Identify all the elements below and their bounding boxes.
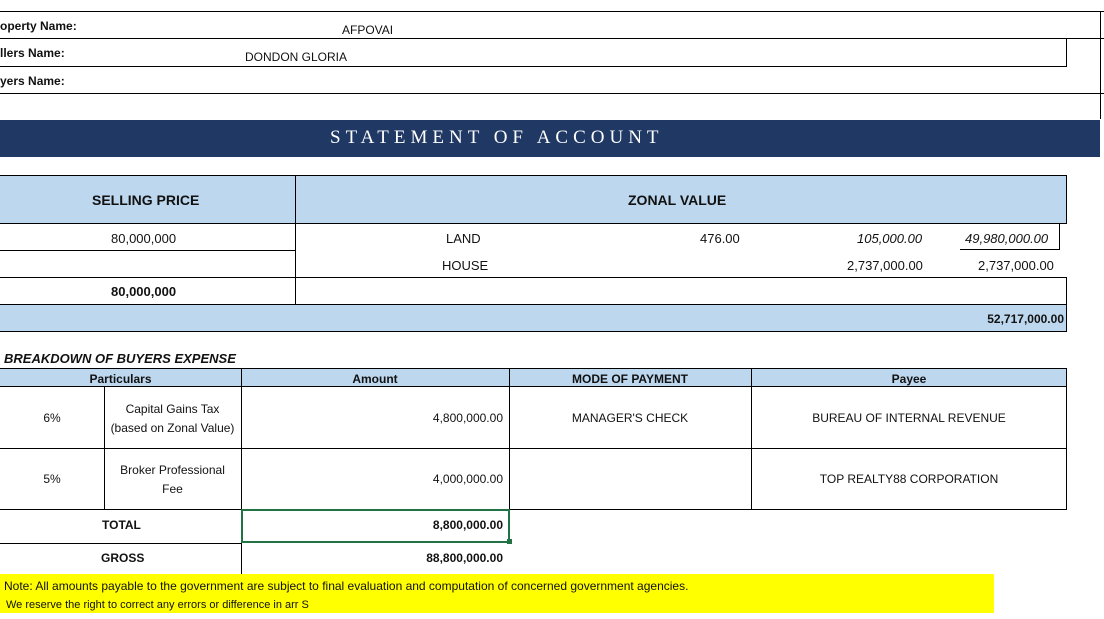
house-amount[interactable]: 2,737,000.00	[978, 258, 1054, 273]
sellers-name-box	[0, 38, 1067, 67]
sellers-name-label: llers Name:	[0, 46, 65, 60]
total-value[interactable]: 8,800,000.00	[432, 518, 503, 532]
land-label: LAND	[446, 231, 481, 246]
sellers-name-value[interactable]: DONDON GLORIA	[245, 50, 348, 64]
payee-header: Payee	[891, 372, 927, 386]
table-right-border	[1066, 277, 1067, 304]
statement-title: STATEMENT OF ACCOUNT	[330, 127, 664, 148]
property-name-label: operty Name:	[0, 19, 77, 33]
selling-price-total[interactable]: 80,000,000	[111, 284, 177, 299]
header-divider	[0, 11, 1104, 12]
row-line	[0, 93, 1104, 94]
row-line	[0, 448, 1067, 449]
row-line	[0, 543, 241, 544]
selling-price-header: SELLING PRICE	[92, 192, 200, 208]
mode-of-payment-header: MODE OF PAYMENT	[571, 372, 688, 386]
expense-particular-line2[interactable]: Fee	[162, 482, 183, 496]
expense-particular-line1[interactable]: Broker Professional	[120, 463, 225, 477]
expense-amount[interactable]: 4,000,000.00	[432, 472, 503, 486]
column-divider	[241, 368, 242, 574]
selling-price-value[interactable]: 80,000,000	[111, 231, 177, 246]
expense-amount[interactable]: 4,800,000.00	[432, 411, 503, 425]
gross-value[interactable]: 88,800,000.00	[426, 551, 503, 565]
row-line	[0, 250, 295, 251]
expense-payee[interactable]: TOP REALTY88 CORPORATION	[819, 472, 999, 486]
column-divider	[751, 368, 752, 509]
expense-mode[interactable]: MANAGER'S CHECK	[571, 411, 689, 425]
fill-handle[interactable]	[507, 539, 512, 544]
expense-rate[interactable]: 5%	[43, 472, 61, 486]
buyers-name-label: yers Name:	[0, 74, 65, 88]
zonal-value-header: ZONAL VALUE	[628, 192, 727, 208]
note-line-1: Note: All amounts payable to the government are subject to final evaluation and computation of concerned government agencies.	[4, 579, 689, 593]
house-label: HOUSE	[442, 258, 489, 273]
zonal-total-row	[0, 304, 1067, 332]
expense-payee[interactable]: BUREAU OF INTERNAL REVENUE	[812, 411, 1006, 425]
particulars-header: Particulars	[89, 372, 152, 386]
expense-particular-line2[interactable]: (based on Zonal Value)	[110, 421, 235, 435]
expense-particular-line1[interactable]: Capital Gains Tax	[125, 402, 220, 416]
column-divider	[1066, 368, 1067, 509]
row-line	[0, 277, 1067, 278]
property-name-value[interactable]: AFPOVAI	[342, 23, 394, 37]
zonal-value-total[interactable]: 52,717,000.00	[987, 312, 1064, 326]
land-area[interactable]: 476.00	[700, 231, 740, 246]
house-rate[interactable]: 2,737,000.00	[847, 258, 923, 273]
note-line-2: We reserve the right to correct any errors or difference in arr S	[6, 599, 309, 611]
gross-label: GROSS	[101, 551, 145, 565]
total-label: TOTAL	[102, 518, 141, 532]
sheet-right-border	[1100, 11, 1101, 119]
column-divider	[295, 175, 296, 304]
row-line	[0, 509, 1067, 510]
expense-rate[interactable]: 6%	[43, 411, 61, 425]
land-amount[interactable]: 49,980,000.00	[965, 231, 1049, 246]
land-amount-cell-border	[960, 224, 1060, 250]
breakdown-title: BREAKDOWN OF BUYERS EXPENSE	[4, 351, 236, 366]
amount-header: Amount	[352, 372, 398, 386]
land-rate[interactable]: 105,000.00	[857, 231, 923, 246]
